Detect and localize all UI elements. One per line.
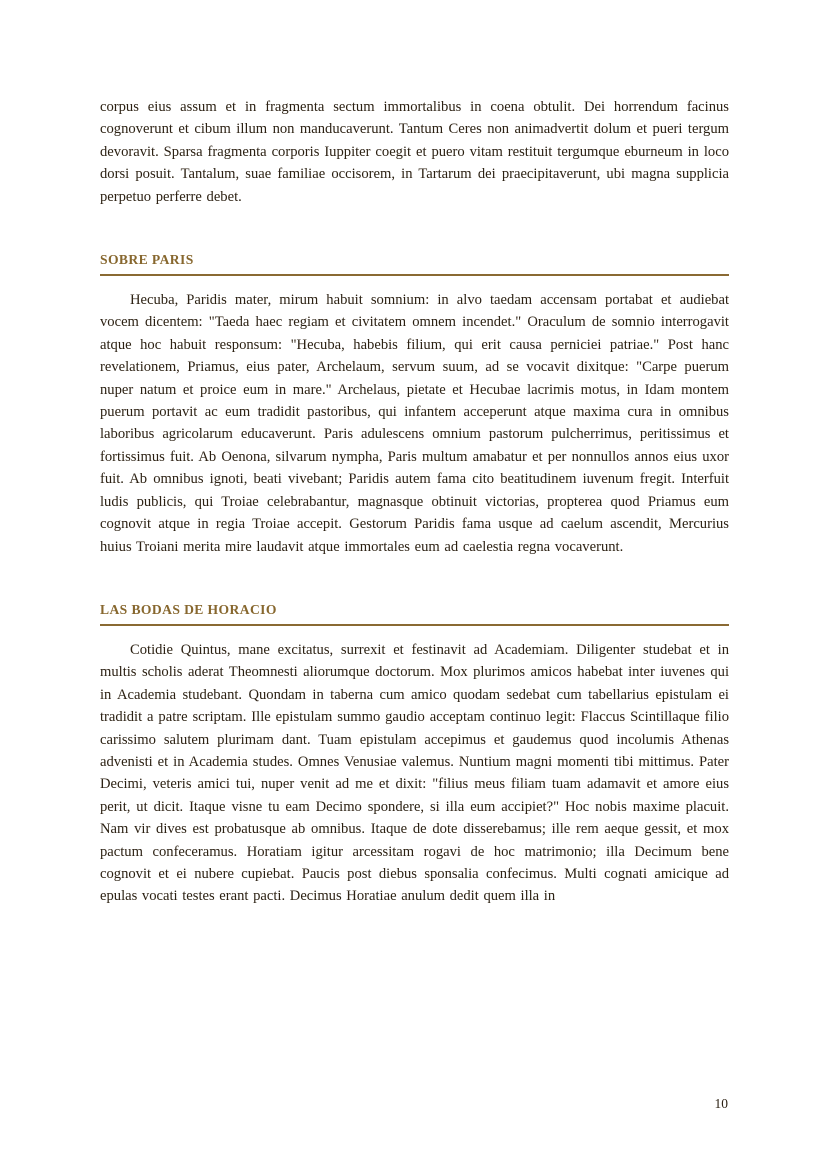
section-paragraph-sobre-paris: Hecuba, Paridis mater, mirum habuit somnium: in alvo taedam accensam portabat et audiebat vocem dicentem: "Taeda haec regiam et civitatem omnem incendet." Oraculum de somnio interrogavit atque hoc habuit responsum: "Hecuba, habebis filium, qui erit causa perniciei patriae." Post hanc revelationem, Priamus, eius pater, Archelaum, servum suum, ad se vocavit dixitque: "Carpe puerum nuper natum et proice eum in mare." Archelaus, pietate et Hecubae lacrimis motus, in Idam montem puerum portavit ac eum tradidit pastoribus, qui infantem acceperunt atque maxima cura in omnibus laboribus agricolarum educaverunt. Paris adulescens omnium pastorum pulcherrimus, peritissimus et fortissimus fuit. Ab Oenona, silvarum nympha, Paris multum amabatur et per nonnullos annos eius uxor fuit. Ab omnibus ignoti, beati vivebant; Paridis autem fama cito beatitudinem iuvenum fregit. Interfuit ludis publicis, qui Troiae celebrabantur, magnasque obtinuit victorias, propterea quod Priamus eum cognovit atque in regia Troiae accepit. Gestorum Paridis fama usque ad caelum ascendit, Mercurius huius Troiani merita mire laudavit atque immortales eum ad caelestia regna vocaverunt.: [100, 292, 729, 555]
section-heading-sobre-paris: SOBRE PARIS: [100, 252, 729, 276]
paragraph-continuation: corpus eius assum et in fragmenta sectum immortalibus in coena obtulit. Dei horrendum facinus cognoverunt et cibum illum non manducaverunt. Tantum Ceres non animadvertit dolum et pueri tergum devoravit. Sparsa fragmenta corporis Iuppiter coegit et puero vitam restituit tergumque eburneum in loco dorsi posuit. Tantalum, suae familiae occisorem, in Tartarum dei praecipitaverunt, ubi magna supplicia perpetuo perferre debet.: [100, 99, 729, 205]
section-heading-las-bodas-de-horacio: LAS BODAS DE HORACIO: [100, 602, 729, 626]
section-paragraph-las-bodas-de-horacio: Cotidie Quintus, mane excitatus, surrexit et festinavit ad Academiam. Diligenter studebat et in multis scholis aderat Theomnesti aliorumque doctorum. Mox plurimos amicos habebat inter iuvenes qui in Academia studebant. Quondam in taberna cum amico quodam sedebat cum tabellarius epistulam ei tradidit a patre scriptam. Ille epistulam summo gaudio acceptam continuo legit: Flaccus Scintillaque filio carissimo salutem plurimam dant. Tuam epistulam accepimus et gaudemus quod incolumis Athenas advenisti et in Academia studes. Omnes Venusiae valemus. Nuntium magni momenti tibi mittimus. Pater Decimi, veteris amici tui, nuper venit ad me et dixit: "filius meus filiam tuam adamavit et amore eius perit, ut dicit. Itaque visne tu eam Decimo spondere, si illa eum accipiet?" Hoc nobis maxime placuit. Nam vir dives est probatusque ab omnibus. Itaque de dote disserebamus; ille rem aeque gessit, et mox pactum confeceramus. Horatiam igitur arcessitam rogavi de hoc matrimonio; illa Decimum bene cognovit et ei nubere cupiebat. Paucis post diebus sponsalia confecimus. Multi cognati amicique ad epulas vocati testes erant pacti. Decimus Horatiae anulum dedit quem illa in: [100, 641, 729, 905]
page-number: 10: [714, 1096, 728, 1111]
